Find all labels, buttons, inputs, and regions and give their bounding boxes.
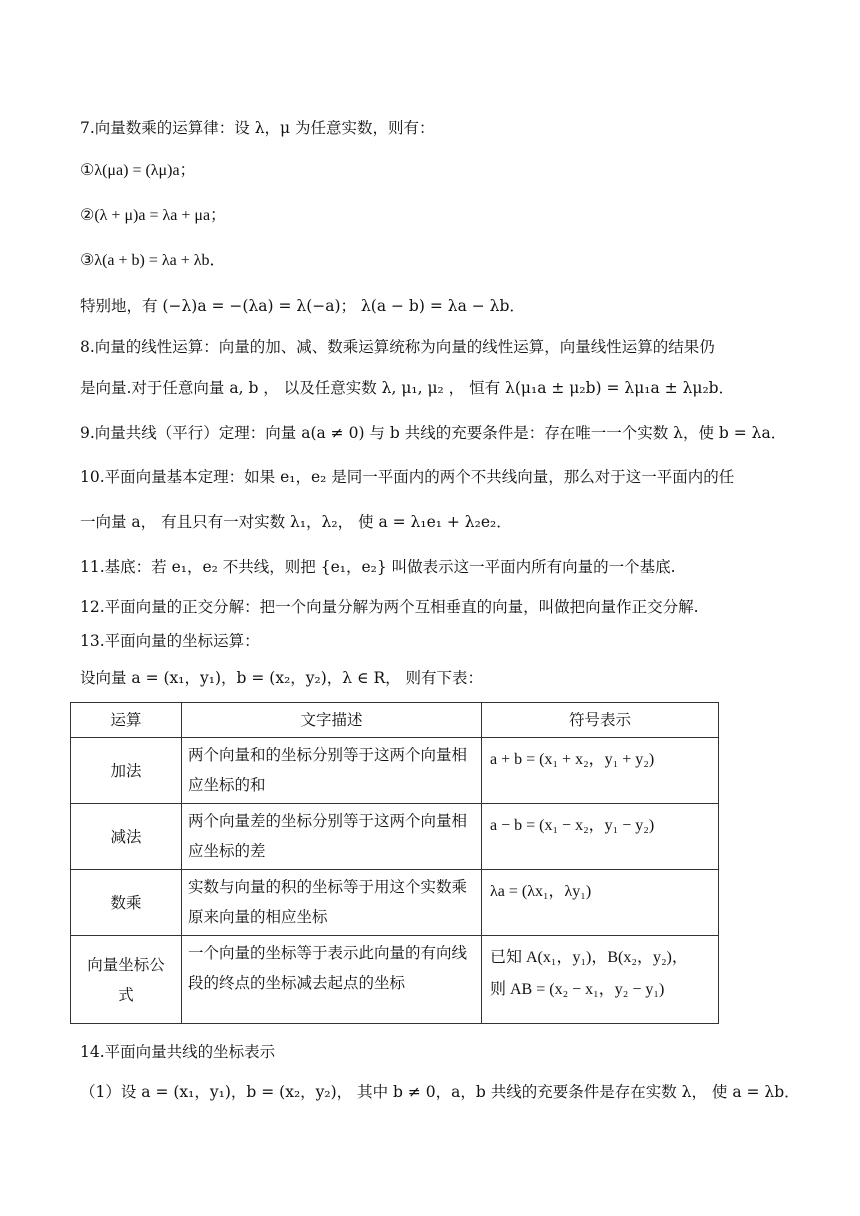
operation-description: 两个向量差的坐标分别等于这两个向量相应坐标的差 xyxy=(182,804,482,870)
symbol-line-2: 则 AB = (x₂ − x₁，y₂ − y₁) xyxy=(490,981,665,998)
operation-description: 一个向量的坐标等于表示此向量的有向线段的终点的坐标减去起点的坐标 xyxy=(182,936,482,1024)
text-line-8b: 是向量.对于任意向量 a, b ， 以及任意实数 λ, μ₁, μ₂ ， 恒有 λ(μ₁a ± μ₂b) = λμ₁a ± λμ₂b． xyxy=(80,379,735,397)
symbol-line-1: 已知 A(x₁，y₁)，B(x₂，y₂)， xyxy=(490,949,688,966)
table-header: 文字描述 xyxy=(182,703,482,738)
operation-name: 减法 xyxy=(71,804,182,870)
operation-symbol: a − b = (x₁ − x₂，y₁ − y₂) xyxy=(482,804,719,870)
text-line-13-setup: 设向量 a = (x₁，y₁)，b = (x₂，y₂)，λ ∈ R， 则有下表： xyxy=(80,669,484,687)
text-line-11: 11.基底：若 e₁，e₂ 不共线，则把 {e₁，e₂} 叫做表示这一平面内所有向量的一个基底. xyxy=(80,558,676,576)
operation-symbol: λa = (λx₁，λy₁) xyxy=(482,870,719,936)
text-line-14-1: （1）设 a = (x₁，y₁)，b = (x₂，y₂)， 其中 b ≠ 0，a，b 共线的充要条件是存在实数 λ， 使 a = λb． xyxy=(80,1083,800,1101)
operation-description: 实数与向量的积的坐标等于用这个实数乘原来向量的相应坐标 xyxy=(182,870,482,936)
text-line-7: 7.向量数乘的运算律：设 λ，μ 为任意实数，则有： xyxy=(80,119,435,137)
text-line-12: 12.平面向量的正交分解：把一个向量分解为两个互相垂直的向量，叫做把向量作正交分解. xyxy=(80,598,699,616)
operation-symbol xyxy=(482,936,719,1024)
coordinate-operations-table xyxy=(70,702,719,1024)
table-header: 运算 xyxy=(71,703,182,738)
table-row xyxy=(71,804,719,870)
operation-symbol: a + b = (x₁ + x₂，y₁ + y₂) xyxy=(482,738,719,804)
table-row xyxy=(71,738,719,804)
table-header: 符号表示 xyxy=(482,703,719,738)
operation-name: 加法 xyxy=(71,738,182,804)
text-line-14: 14.平面向量共线的坐标表示 xyxy=(80,1043,276,1061)
operation-name: 数乘 xyxy=(71,870,182,936)
table-header-row xyxy=(71,703,719,738)
text-line-rule-3: ③λ(a + b) = λa + λb． xyxy=(80,252,226,269)
text-line-rule-1: ①λ(μa) = (λμ)a； xyxy=(80,162,196,179)
text-line-13: 13.平面向量的坐标运算： xyxy=(80,632,260,650)
table-row xyxy=(71,870,719,936)
text-line-special: 特别地，有 (−λ)a = −(λa) = λ(−a)； λ(a − b) = λa − λb． xyxy=(80,297,525,315)
operation-name: 向量坐标公式 xyxy=(71,936,182,1024)
text-line-9: 9.向量共线（平行）定理：向量 a(a ≠ 0) 与 b 共线的充要条件是：存在唯一一个实数 λ，使 b = λa． xyxy=(80,424,787,442)
table-row xyxy=(71,936,719,1024)
text-line-8a: 8.向量的线性运算：向量的加、减、数乘运算统称为向量的线性运算，向量线性运算的结果仍 xyxy=(80,338,715,356)
text-line-10a: 10.平面向量基本定理：如果 e₁，e₂ 是同一平面内的两个不共线向量，那么对于这一平面内的任 xyxy=(80,468,735,486)
text-line-rule-2: ②(λ + μ)a = λa + μa； xyxy=(80,207,227,224)
text-line-10b: 一向量 a， 有且只有一对实数 λ₁，λ₂， 使 a = λ₁e₁ + λ₂e₂． xyxy=(80,513,512,531)
operation-description: 两个向量和的坐标分别等于这两个向量相应坐标的和 xyxy=(182,738,482,804)
